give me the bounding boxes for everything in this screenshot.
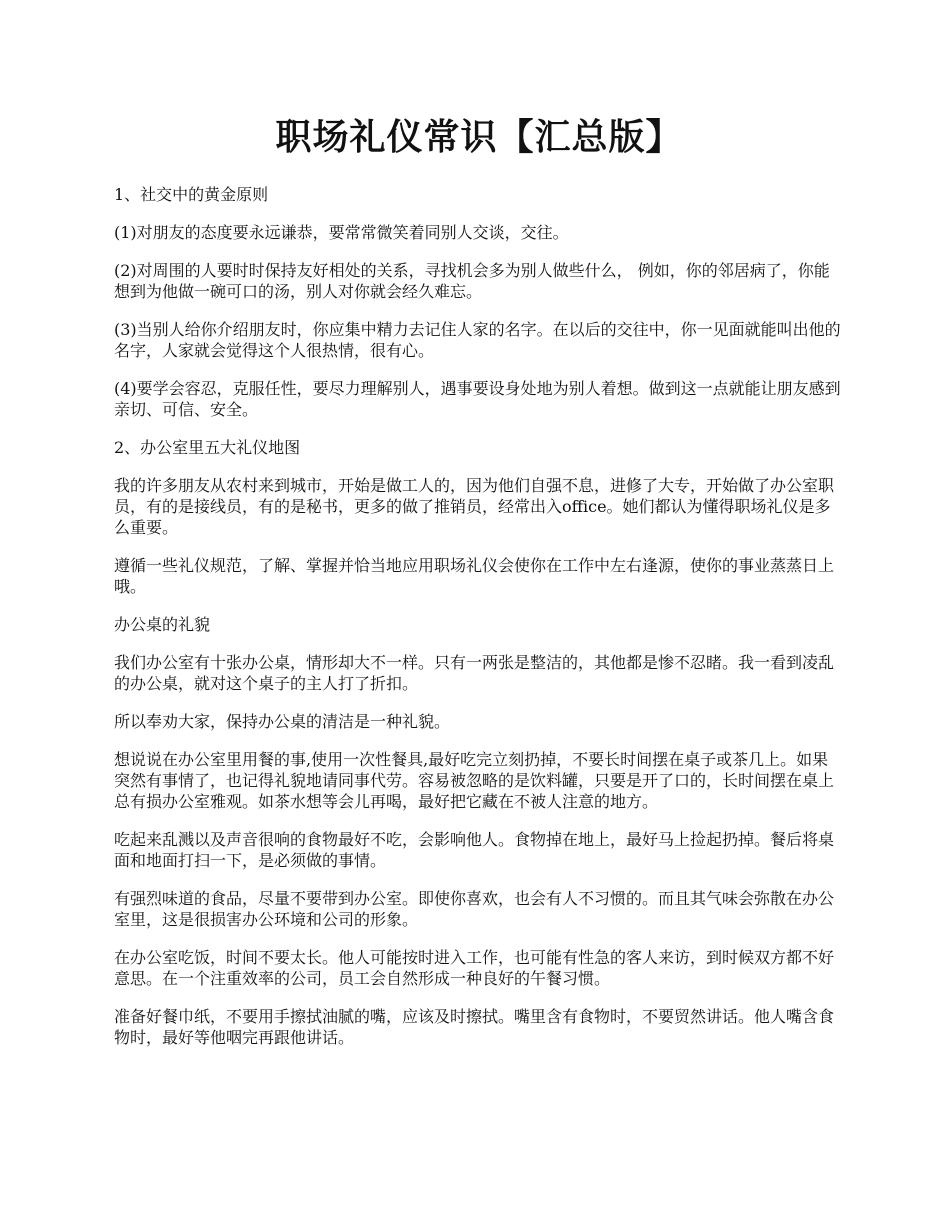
paragraph-rule-4: (4)要学会容忍，克服任性，要尽力理解别人，遇事要设身处地为别人着想。做到这一点就能让朋友感到亲切、可信、安全。 (114, 379, 841, 419)
paragraph-rule-1: (1)对朋友的态度要永远谦恭，要常常微笑着同别人交谈，交往。 (114, 223, 569, 242)
document-page (114, 112, 844, 1065)
paragraph-follow-norms: 遵循一些礼仪规范，了解、掌握并恰当地应用职场礼仪会使你在工作中左右逢源，使你的事业蒸蒸日上哦。 (114, 556, 835, 596)
section-heading-office-etiquette: 2、办公室里五大礼仪地图 (114, 438, 301, 457)
paragraph-strong-smell: 有强烈味道的食品，尽量不要带到办公室。即使你喜欢，也会有人不习惯的。而且其气味会弥散在办公室里，这是很损害办公环境和公司的形象。 (114, 889, 835, 929)
paragraph-napkins: 准备好餐巾纸，不要用手擦拭油腻的嘴，应该及时擦拭。嘴里含有食物时，不要贸然讲话。他人嘴含食物时，最好等他咽完再跟他讲话。 (114, 1007, 835, 1047)
paragraph-rule-3: (3)当别人给你介绍朋友时，你应集中精力去记住人家的名字。在以后的交往中，你一见面就能叫出他的名字，人家就会觉得这个人很热情，很有心。 (114, 320, 841, 360)
paragraph-meal-time: 在办公室吃饭，时间不要太长。他人可能按时进入工作，也可能有性急的客人来访，到时候双方都不好意思。在一个注重效率的公司，员工会自然形成一种良好的午餐习惯。 (114, 948, 835, 988)
paragraph-noisy-food: 吃起来乱溅以及声音很响的食物最好不吃，会影响他人。食物掉在地上，最好马上捡起扔掉。餐后将桌面和地面打扫一下，是必须做的事情。 (114, 830, 835, 870)
paragraph-friends-office: 我的许多朋友从农村来到城市，开始是做工人的，因为他们自强不息，进修了大专，开始做了办公室职员，有的是接线员，有的是秘书，更多的做了推销员，经常出入office。她们都认为懂得职场礼仪是多么重要。 (114, 476, 835, 537)
paragraph-rule-2: (2)对周围的人要时时保持友好相处的关系，寻找机会多为别人做些什么， 例如，你的邻居病了，你能想到为他做一碗可口的汤，别人对你就会经久难忘。 (114, 261, 830, 301)
document-title: 职场礼仪常识【汇总版】 (275, 116, 683, 158)
subheading-desk-manners: 办公桌的礼貌 (114, 615, 211, 634)
paragraph-ten-desks: 我们办公室有十张办公桌，情形却大不一样。只有一两张是整洁的，其他都是惨不忍睹。我一看到凌乱的办公桌，就对这个桌子的主人打了折扣。 (114, 653, 835, 693)
section-heading-golden-rules: 1、社交中的黄金原则 (114, 185, 269, 204)
paragraph-eating-in-office: 想说说在办公室里用餐的事,使用一次性餐具,最好吃完立刻扔掉，不要长时间摆在桌子或茶几上。如果突然有事情了，也记得礼貌地请同事代劳。容易被忽略的是饮料罐，只要是开了口的，长时间摆在桌上总有损办公室雅观。如茶水想等会儿再喝，最好把它藏在不被人注意的地方。 (114, 750, 835, 811)
paragraph-keep-clean: 所以奉劝大家，保持办公桌的清洁是一种礼貌。 (114, 712, 451, 731)
